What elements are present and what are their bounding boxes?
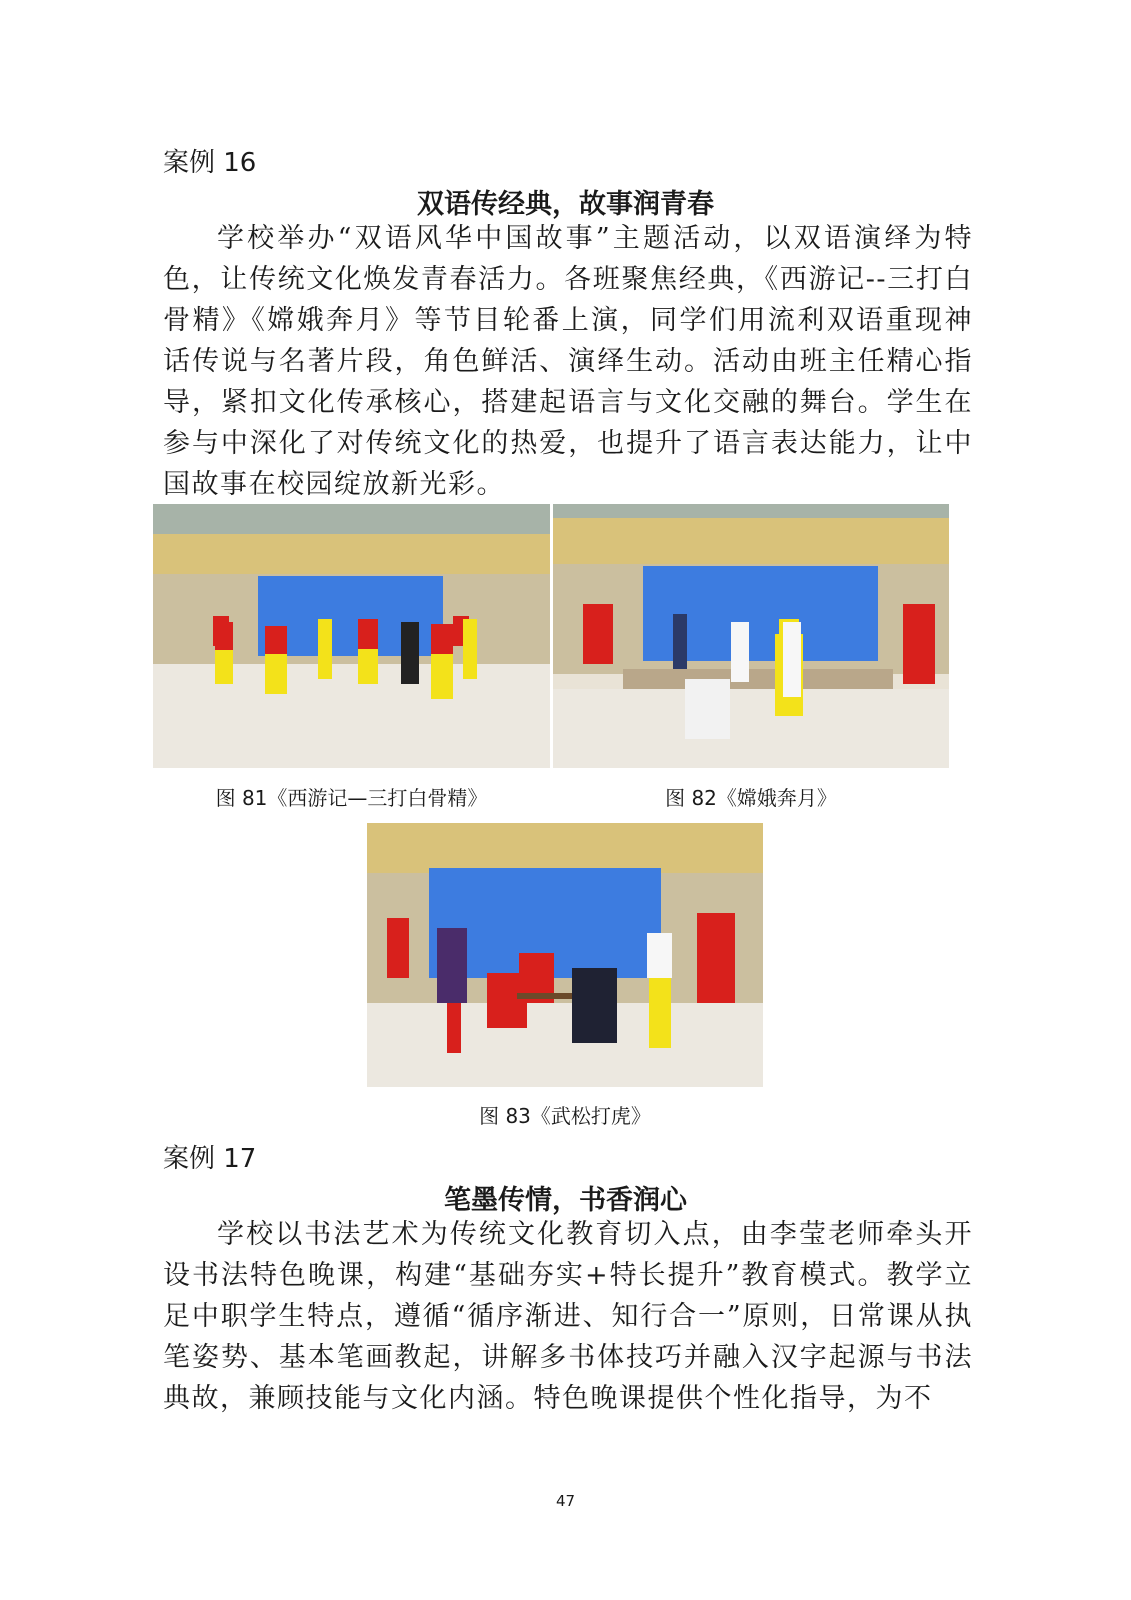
figure-83-caption: 图 83《武松打虎》 <box>479 1104 651 1128</box>
case16-label: 案例 16 <box>163 148 257 178</box>
figure-82-caption: 图 82《嫦娥奔月》 <box>665 786 837 810</box>
case17-paragraph: 学校以书法艺术为传统文化教育切入点，由李莹老师牵头开设书法特色晚课，构建“基础夯实+特长提升”教育模式。教学立足中职学生特点，遵循“循序渐进、知行合一”原则，日常课从执笔姿势、基本笔画教起，讲解多书体技巧并融入汉字起源与书法典故，兼顾技能与文化内涵。特色晚课提供个性化指导，为不 <box>163 1219 973 1414</box>
case16-paragraph: 学校举办“双语风华中国故事”主题活动，以双语演绎为特色，让传统文化焕发青春活力。各班聚焦经典，《西游记--三打白骨精》《嫦娥奔月》等节目轮番上演，同学们用流利双语重现神话传说与名著片段，角色鲜活、演绎生动。活动由班主任精心指导，紧扣文化传承核心，搭建起语言与文化交融的舞台。学生在参与中深化了对传统文化的热爱，也提升了语言表达能力，让中国故事在校园绽放新光彩。 <box>163 223 973 500</box>
figure-81-caption: 图 81《西游记—三打白骨精》 <box>215 786 488 810</box>
case17-label: 案例 17 <box>163 1144 257 1174</box>
page-number: 47 <box>555 1492 576 1510</box>
figure-83-photo <box>367 823 763 1087</box>
figure-81-photo <box>153 504 550 768</box>
case17-title: 笔墨传情，书香润心 <box>444 1185 687 1216</box>
figure-82-photo <box>553 504 949 768</box>
case16-title: 双语传经典，故事润青春 <box>417 189 714 220</box>
